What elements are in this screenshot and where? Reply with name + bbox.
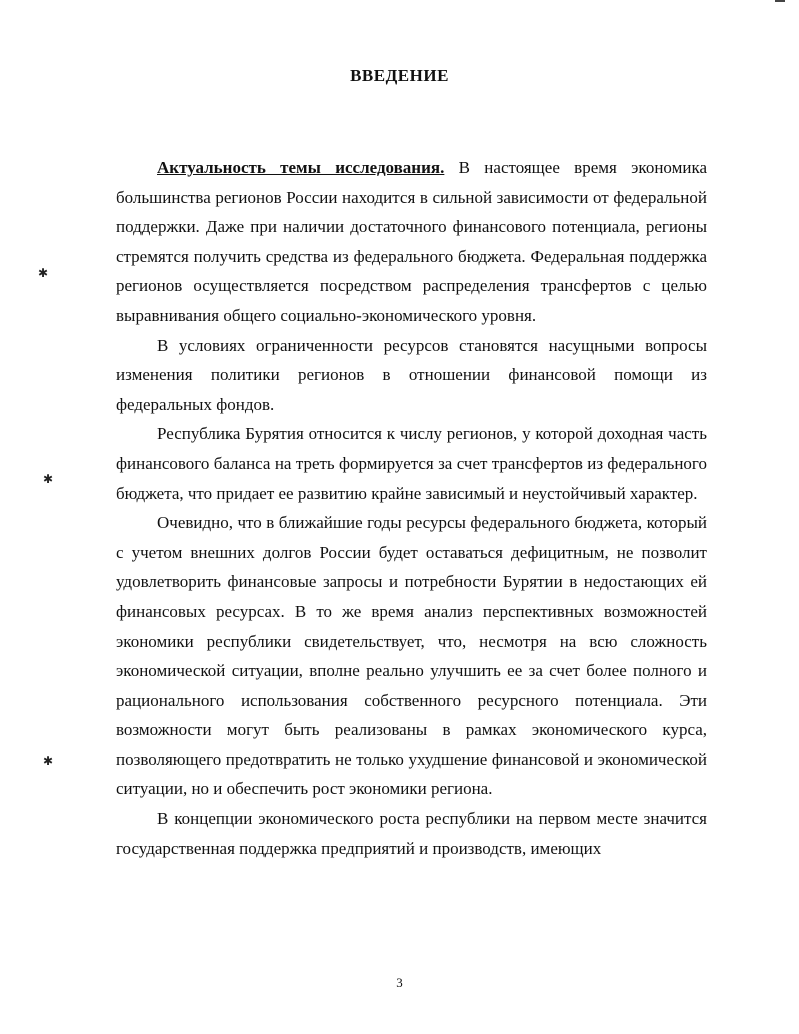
paragraph-text: В настоящее время экономика большинства регионов России находится в сильной зависимости от федеральной поддержки. Даже при наличии достаточного финансового потенциала, регионы стремятся получить средства из федерального бюджета. Федеральная поддержка регионов осуществляется посредством распределения трансфертов с целью выравнивания общего социально-экономического уровня. [116, 158, 708, 325]
paragraph: В условиях ограниченности ресурсов становятся насущными вопросы изменения политики регионов в отношении финансовой помощи из федеральных фондов. [116, 335, 707, 414]
binding-hole-mark: ✱ [43, 472, 54, 486]
paragraph: Очевидно, что в ближайшие годы ресурсы федерального бюджета, который с учетом внешних долгов России будет оставаться дефицитным, не позволит удовлетворить финансовые запросы и потребности Бурятии в недостающих ей финансовых ресурсах. В то же время анализ перспективных возможностей экономики республики свидетельствует, что, несмотря на всю сложность экономической ситуации, вполне реально улучшить ее за счет более полного и рационального использования собственного ресурсного потенциала. Эти возможности могут быть реализованы в рамках экономического курса, позволяющего предотвратить не только ухудшение финансовой и экономической ситуации, но и обеспечить рост экономики региона. [116, 513, 707, 799]
page-number: 3 [396, 975, 403, 990]
page-title: ВВЕДЕНИЕ [350, 66, 449, 85]
paragraph: В концепции экономического роста республики на первом месте значится государственная поддержка предприятий и производств, имеющих [116, 809, 707, 858]
paragraph: Республика Бурятия относится к числу регионов, у которой доходная часть финансового баланса на треть формируется за счет трансфертов из федерального бюджета, что придает ее развитию крайне зависимый и неустойчивый характер. [116, 424, 707, 503]
body-text [116, 153, 707, 863]
paragraph [116, 153, 707, 331]
section-heading: Актуальность темы исследования. [157, 158, 445, 177]
binding-hole-mark: ✱ [43, 754, 54, 768]
binding-hole-mark: ✱ [38, 266, 49, 280]
scan-corner-mark [775, 0, 785, 2]
